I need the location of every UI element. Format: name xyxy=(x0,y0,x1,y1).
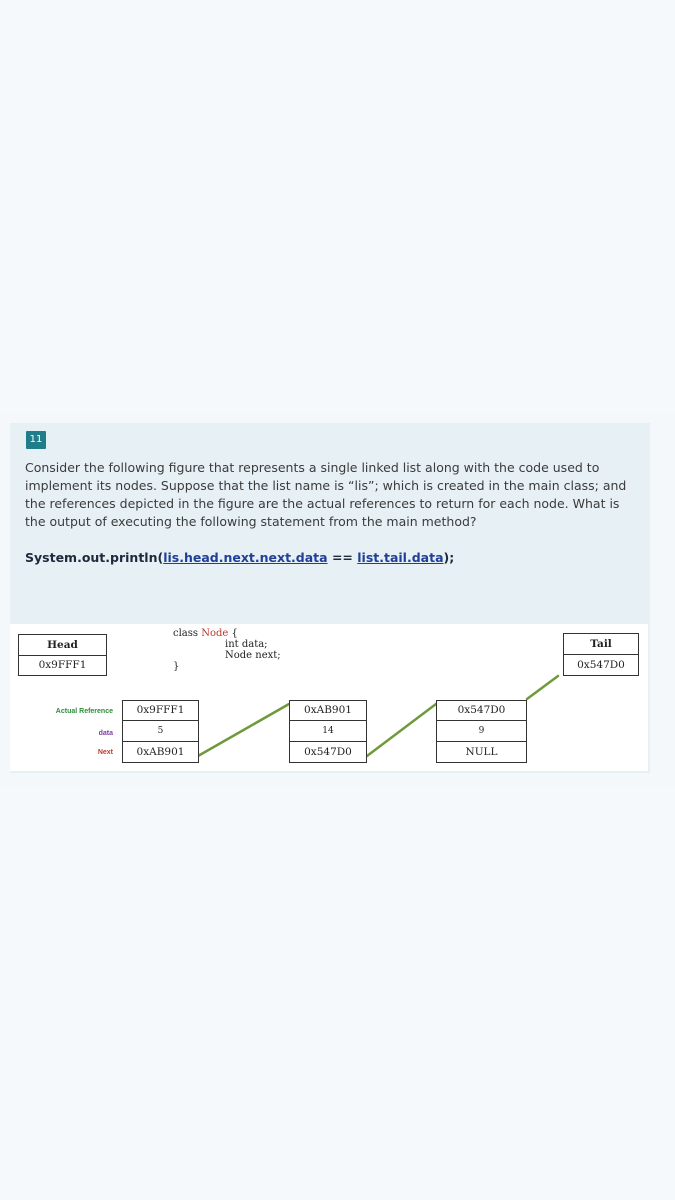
row-label-next: Next xyxy=(97,749,113,756)
question-number-badge: 11 xyxy=(26,431,46,449)
tail-label-cell: Tail xyxy=(563,633,639,655)
statement-prefix: System.out.println( xyxy=(25,550,164,565)
node1-next-cell: 0xAB901 xyxy=(122,741,199,763)
java-statement xyxy=(25,550,454,565)
tail-arrow xyxy=(527,676,558,699)
code-line-class: class Node { xyxy=(173,628,238,639)
tail-value-cell: 0x547D0 xyxy=(563,654,639,676)
question-text: Consider the following figure that represents a single linked list along with the code used to implement its nodes. Suppose that the list name is “lis”; which is created in the main class; and the references depicted in the figure are the actual references to return for each node. What is the output of executing the following statement from the main method? xyxy=(25,460,627,529)
row-label-reference: Actual Reference xyxy=(55,708,113,715)
code-line-next: Node next; xyxy=(225,650,281,661)
node2-next-cell: 0x547D0 xyxy=(289,741,367,763)
code-line-data: int data; xyxy=(225,639,268,650)
node3-data-cell: 9 xyxy=(436,720,527,742)
statement-suffix: ); xyxy=(443,550,455,565)
statement-link-lis-head[interactable]: lis.head.next.next.data xyxy=(163,550,328,565)
head-label-cell: Head xyxy=(18,634,107,656)
row-label-data: data xyxy=(98,730,113,737)
node2-to-node3-arrow xyxy=(367,704,436,756)
node1-to-node2-arrow xyxy=(198,704,289,756)
node1-reference-cell: 0x9FFF1 xyxy=(122,700,199,721)
node1-data-cell: 5 xyxy=(122,720,199,742)
code-line-close: } xyxy=(173,661,180,672)
bottom-blank-area xyxy=(0,786,675,1200)
head-value-cell: 0x9FFF1 xyxy=(18,655,107,676)
node3-next-cell: NULL xyxy=(436,741,527,763)
node3-reference-cell: 0x547D0 xyxy=(436,700,527,721)
top-blank-area xyxy=(0,0,675,413)
linked-list-figure xyxy=(10,624,648,771)
node2-data-cell: 14 xyxy=(289,720,367,742)
statement-link-list-tail[interactable]: list.tail.data xyxy=(357,550,444,565)
node2-reference-cell: 0xAB901 xyxy=(289,700,367,721)
statement-operator: == xyxy=(327,550,358,565)
